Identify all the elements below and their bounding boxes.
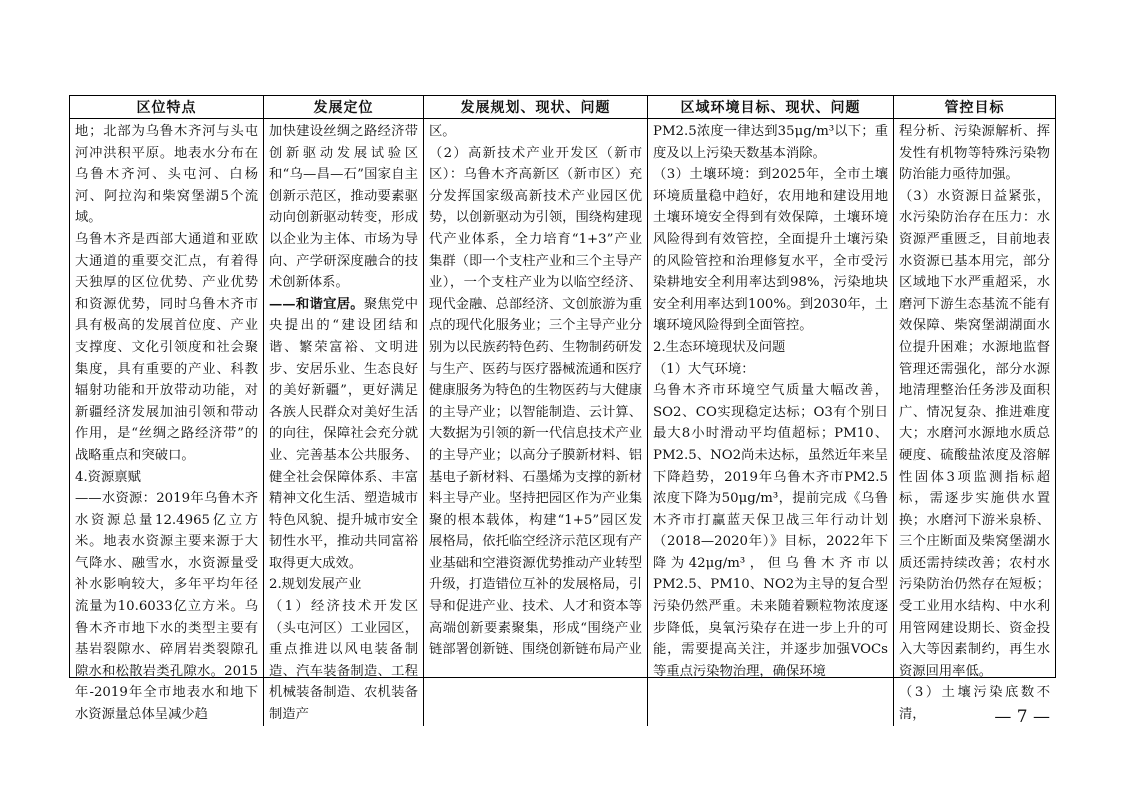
paragraph: 地；北部为乌鲁木齐河与头屯河冲洪积平原。地表水分布在乌鲁木齐河、头屯河、白杨河、阿拉沟和柴窝堡湖5个流域。 (75, 124, 258, 226)
cell-location-features (70, 119, 264, 726)
paragraph: 程分析、污染源解析、挥发性有机物等特殊污染物防治能力亟待加强。 (899, 124, 1050, 183)
planning-table (69, 95, 1056, 723)
paragraph: （3）土壤污染底数不清， (899, 685, 1050, 723)
cell-control-targets (894, 119, 1055, 726)
section-heading: 2.规划发展产业 (269, 577, 362, 593)
header-development-plan: 发展规划、现状、问题 (424, 96, 648, 119)
paragraph: ——水资源：2019年乌鲁木齐水资源总量12.4965亿立方米。地表水资源主要来源于大气降水、融雪水，水资源量受补水影响较大，多年平均年径流量为10.6033亿立方米。乌鲁木齐市地下水的类型主要有基岩裂隙水、碎屑岩类裂隙孔隙水和松散岩类孔隙水。2015年-2019年全市地表水和地下水资源量总体呈减少趋 (75, 491, 258, 723)
section-heading: 4.资源禀赋 (75, 469, 141, 485)
page-number: — 7 — (994, 707, 1050, 727)
section-heading: 2.生态环境现状及问题 (653, 339, 786, 355)
paragraph-text: 聚焦党中央提出的“建设团结和谐、繁荣富裕、文明进步、安居乐业、生态良好的美好新疆”，更好满足各族人民群众对美好生活的向往，保障社会充分就业、完善基本公共服务、健全社会保障体系、丰富精神文化生活、塑造城市特色风貌、提升城市安全韧性水平，推动共同富裕取得更大成效。 (269, 296, 419, 571)
bold-lead: ——和谐宜居。 (269, 296, 364, 312)
cell-development-plan (424, 119, 648, 726)
header-control-targets: 管控目标 (894, 96, 1055, 119)
cell-development-positioning (264, 119, 424, 726)
header-development-positioning: 发展定位 (264, 96, 424, 119)
paragraph: 乌鲁木齐是西部大通道和亚欧大通道的重要交汇点，有着得天独厚的区位优势、产业优势和资源优势，同时乌鲁木齐市具有极高的发展首位度、产业支撑度、文化引领度和社会聚集度，具有重要的产业、科教辐射功能和开放带动功能，对新疆经济发展加油引领和带动作用，是“丝绸之路经济带”的战略重点和突破口。 (75, 231, 258, 463)
header-location-features: 区位特点 (70, 96, 264, 119)
paragraph: （1）经济技术开发区（头屯河区）工业园区，重点推进以风电装备制造、汽车装备制造、工程机械装备制造、农机装备制造产 (269, 599, 418, 723)
cell-environment-goals (648, 119, 894, 726)
paragraph: （3）土壤环境：到2025年，全市土壤环境质量稳中趋好，农用地和建设用地土壤环境安全得到有效保障，土壤环境风险得到有效管控，全面提升土壤污染的风险管控和治理修复水平，全市受污染耕地安全利用率达到98%，污染地块安全利用率达到100%。到2030年，土壤环境风险得到全面管控。 (653, 167, 888, 334)
header-environment-goals: 区域环境目标、现状、问题 (648, 96, 894, 119)
paragraph: （2）高新技术产业开发区（新市区）：乌鲁木齐高新区（新市区）充分发挥国家级高新技术产业园区优势，以创新驱动为引领，围绕构建现代产业体系，全力培育“1+3”产业集群（即一个支柱产业和三个主导产业），一个支柱产业为以临空经济、现代金融、总部经济、文创旅游为重点的现代化服务业；三个主导产业分别为以民族药特色药、生物制药研发与生产、医药与医疗器械流通和医疗健康服务为特色的生物医药与大健康的主导产业；以智能制造、云计算、大数据为引领的新一代信息技术产业的主导产业；以高分子膜新材料、铝基电子新材料、石墨烯为支撑的新材料主导产业。坚持把园区作为产业集聚的根本载体，构建“1+5”园区发展格局，依托临空经济示范区现有产业基础和空港资源优势推动产业转型升级，打造错位互补的发展格局，引导和促进产业、技术、人才和资本等高端创新要素聚集，形成“围绕产业链部署创新链、围绕创新链布局产业 (429, 145, 642, 658)
paragraph: 乌鲁木齐市环境空气质量大幅改善，SO2、CO实现稳定达标；O3有个别日最大8小时滑动平均值超标；PM10、PM2.5、NO2尚未达标，虽然近年来呈下降趋势，2019年乌鲁木齐市PM2.5浓度下降为50μg/m³，提前完成《乌鲁木齐市打赢蓝天保卫战三年行动计划（2018—2020年）》目标，2022年下降为42μg/m³，但乌鲁木齐市以PM2.5、PM10、NO2为主导的复合型污染仍然严重。未来随着颗粒物浓度逐步降低，臭氧污染存在进一步上升的可能，需要提高关注，并逐步加强VOCs等重点污染物治理，确保环境 (653, 383, 888, 679)
paragraph: PM2.5浓度一律达到35μg/m³以下；重度及以上污染天数基本消除。 (653, 124, 888, 161)
paragraph: （1）大气环境： (653, 361, 755, 377)
paragraph: 加快建设丝绸之路经济带创新驱动发展试验区和“乌—昌—石”国家自主创新示范区，推动要素驱动向创新驱动转变，形成以企业为主体、市场为导向、产学研深度融合的技术创新体系。 (269, 124, 418, 291)
paragraph (269, 294, 418, 575)
paragraph: （3）水资源日益紧张，水污染防治存在压力：水资源严重匮乏，目前地表水资源已基本用完，部分区域地下水严重超采，水磨河下游生态基流不能有效保障、柴窝堡湖湖面水位提升困难；水源地监督管理还需强化，部分水源地清理整治任务涉及面积广、情况复杂、推进难度大；水磨河水源地水质总硬度、硫酸盐浓度及溶解性固体3项监测指标超标，需逐步实施供水置换；水磨河下游米泉桥、三个庄断面及柴窝堡湖水质还需持续改善；农村水污染防治仍然存在短板；受工业用水结构、中水利用管网建设期长、资金投入大等因素制约，再生水资源回用率低。 (899, 188, 1050, 679)
paragraph: 区。 (429, 124, 456, 139)
